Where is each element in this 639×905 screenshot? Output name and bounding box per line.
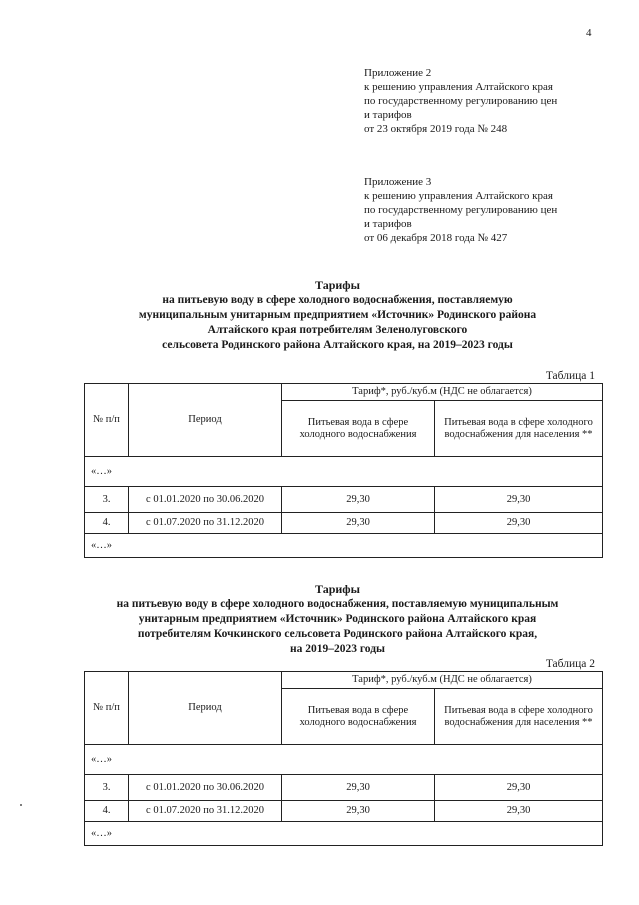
section-2-heading (80, 582, 595, 657)
ellipsis-row: «…» (85, 457, 603, 487)
section-subtitle-line: на питьевую воду в сфере холодного водоснабжения, поставляемую муниципальным (116, 598, 559, 610)
col-header-water: Питьевая вода в сфере холодного водоснабжения (282, 689, 435, 745)
row-period: с 01.01.2020 по 30.06.2020 (129, 487, 282, 513)
row-period: с 01.07.2020 по 31.12.2020 (129, 513, 282, 534)
col-header-num: № п/п (85, 672, 129, 745)
row-num: 3. (85, 775, 129, 801)
section-subtitle-line: унитарным предприятием «Источник» Родинского района Алтайского края (138, 613, 537, 625)
row-water: 29,30 (282, 513, 435, 534)
row-water: 29,30 (282, 775, 435, 801)
row-water-population: 29,30 (435, 775, 603, 801)
row-water: 29,30 (282, 487, 435, 513)
table-row (85, 801, 603, 822)
ellipsis-row: «…» (85, 745, 603, 775)
row-water-population: 29,30 (435, 801, 603, 822)
appendix-line: от 06 декабря 2018 года № 427 (364, 232, 508, 244)
appendix-line: Приложение 2 (364, 67, 432, 79)
section-subtitle-line: на питьевую воду в сфере холодного водоснабжения, поставляемую (162, 294, 513, 306)
page-number: 4 (586, 27, 592, 39)
appendix-line: по государственному регулированию цен (364, 204, 558, 216)
appendix-line: к решению управления Алтайского края (364, 190, 553, 202)
table-caption: Таблица 2 (545, 658, 595, 670)
section-subtitle-line: на 2019–2023 годы (289, 643, 386, 655)
appendix-line: по государственному регулированию цен (364, 95, 558, 107)
section-title: Тарифы (315, 582, 360, 596)
table-caption: Таблица 1 (545, 370, 595, 382)
col-header-water-population: Питьевая вода в сфере холодного водоснабжения для населения ** (435, 401, 603, 457)
section-subtitle-line: Алтайского края потребителям Зеленолуговского (207, 324, 468, 336)
section-subtitle-line: потребителям Кочкинского сельсовета Родинского района Алтайского края, (137, 628, 538, 640)
ellipsis-row: «…» (85, 822, 603, 846)
row-period: с 01.07.2020 по 31.12.2020 (129, 801, 282, 822)
ellipsis-row: «…» (85, 534, 603, 558)
appendix-line: к решению управления Алтайского края (364, 81, 553, 93)
tariff-table-1 (84, 383, 603, 558)
row-water: 29,30 (282, 801, 435, 822)
row-water-population: 29,30 (435, 513, 603, 534)
row-num: 3. (85, 487, 129, 513)
section-1-heading (80, 278, 595, 353)
col-header-water: Питьевая вода в сфере холодного водоснабжения (282, 401, 435, 457)
appendix-3-note (364, 175, 557, 245)
row-num: 4. (85, 513, 129, 534)
col-header-tariff: Тариф*, руб./куб.м (НДС не облагается) (282, 672, 603, 689)
appendix-line: Приложение 3 (364, 176, 432, 188)
table-row (85, 487, 603, 513)
scan-speck (20, 804, 22, 806)
tariff-table-2 (84, 671, 603, 846)
table-row (85, 775, 603, 801)
col-header-water-population: Питьевая вода в сфере холодного водоснабжения для населения ** (435, 689, 603, 745)
row-num: 4. (85, 801, 129, 822)
appendix-2-note (364, 66, 557, 136)
section-subtitle-line: сельсовета Родинского района Алтайского края, на 2019–2023 годы (162, 339, 513, 351)
table-row (85, 513, 603, 534)
row-water-population: 29,30 (435, 487, 603, 513)
appendix-line: и тарифов (364, 109, 412, 121)
col-header-period: Период (129, 384, 282, 457)
col-header-tariff: Тариф*, руб./куб.м (НДС не облагается) (282, 384, 603, 401)
appendix-line: от 23 октября 2019 года № 248 (364, 123, 508, 135)
section-title: Тарифы (315, 278, 360, 292)
section-subtitle-line: муниципальным унитарным предприятием «Источник» Родинского района (138, 309, 537, 321)
col-header-num: № п/п (85, 384, 129, 457)
col-header-period: Период (129, 672, 282, 745)
row-period: с 01.01.2020 по 30.06.2020 (129, 775, 282, 801)
appendix-line: и тарифов (364, 218, 412, 230)
